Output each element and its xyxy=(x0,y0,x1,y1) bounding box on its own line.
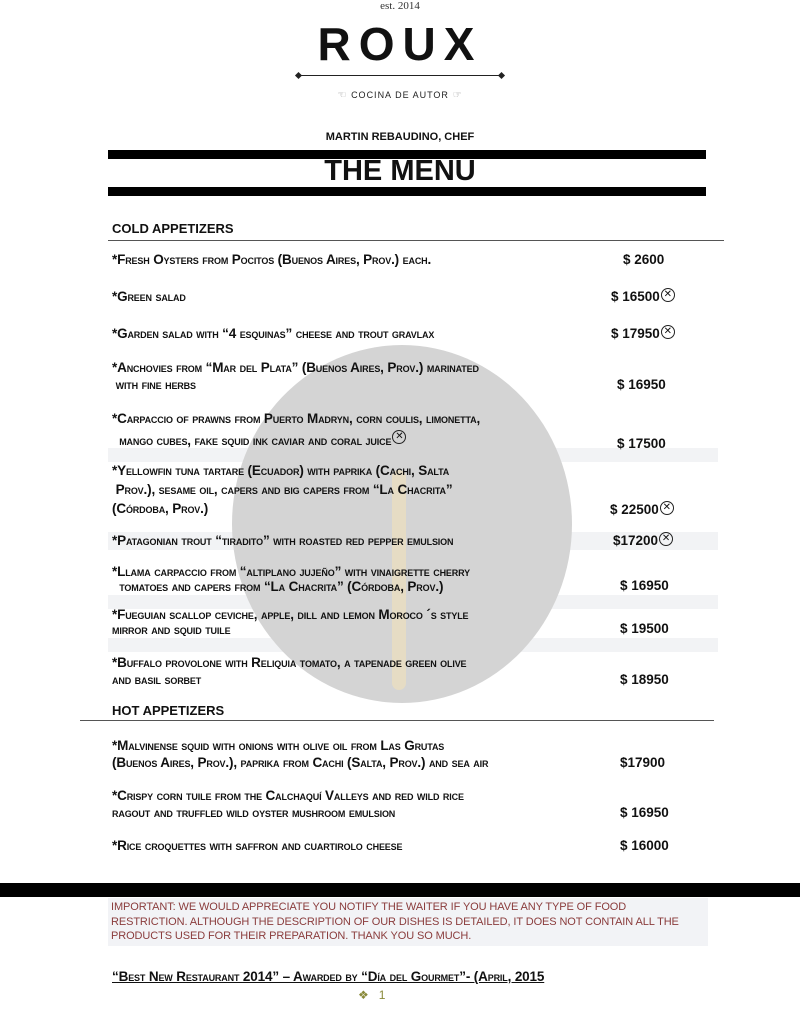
established-year: est. 2014 xyxy=(380,0,420,12)
crossed-cutlery-icon: ✕ xyxy=(661,325,675,339)
menu-item-price xyxy=(623,251,664,268)
menu-item-line xyxy=(112,579,612,594)
menu-item-description xyxy=(112,564,612,594)
menu-item-description xyxy=(112,532,605,549)
menu-item xyxy=(112,564,669,594)
menu-item-line xyxy=(112,607,612,622)
menu-item-price xyxy=(611,325,675,342)
menu-item xyxy=(112,251,665,268)
menu-item-description xyxy=(112,654,612,688)
menu-item-line xyxy=(112,325,603,342)
menu-item-line xyxy=(112,737,612,754)
menu-item-description xyxy=(112,288,603,305)
menu-item-description xyxy=(112,325,603,342)
menu-item-line-text: *Fresh Oysters from Pocitos (Buenos Aires, Prov.) each. xyxy=(112,252,432,267)
crossed-cutlery-icon: ✕ xyxy=(660,501,674,515)
price-text: $17200 xyxy=(613,533,659,548)
section-divider xyxy=(80,720,714,721)
menu-item-line-text: *Llama carpaccio from “altiplano jujeño” with vinaigrette cherry xyxy=(112,564,470,579)
menu-item-line-text: with fine herbs xyxy=(112,377,196,392)
section-title-cold: COLD APPETIZERS xyxy=(112,221,234,236)
menu-item-line-text: *Fueguian scallop ceviche, apple, dill and lemon Moroco ´s style xyxy=(112,607,469,622)
crossed-cutlery-icon: ✕ xyxy=(392,430,406,444)
price-text: $17900 xyxy=(620,755,666,770)
menu-item-line-text: mango cubes, fake squid ink caviar and coral juice xyxy=(112,433,392,448)
menu-item-price xyxy=(620,620,669,637)
menu-item xyxy=(112,737,666,771)
menu-item-line-text: *Green salad xyxy=(112,289,186,304)
menu-item-price xyxy=(620,754,665,771)
menu-item-line xyxy=(112,376,609,393)
menu-item xyxy=(112,532,671,549)
crossed-cutlery-icon: ✕ xyxy=(659,532,673,546)
award-line: “Best New Restaurant 2014” – Awarded by “Día del Gourmet”- (April, 2015 xyxy=(112,969,545,984)
menu-item-line-text: *Carpaccio of prawns from Puerto Madryn, corn coulis, limonetta, xyxy=(112,411,481,426)
menu-item-price xyxy=(617,435,666,452)
menu-item-line-text: *Buffalo provolone with Reliquia tomato, a tapenade green olive xyxy=(112,655,467,670)
menu-item-description xyxy=(112,837,612,854)
menu-item xyxy=(112,607,669,637)
menu-item-line xyxy=(112,288,603,305)
menu-item-line xyxy=(112,671,612,688)
menu-item-line xyxy=(112,654,612,671)
menu-item-description xyxy=(112,251,615,268)
menu-item xyxy=(112,325,672,342)
menu-item-price xyxy=(617,376,666,393)
price-text: $ 22500 xyxy=(610,502,659,517)
menu-item-line xyxy=(112,499,602,518)
price-text: $ 18950 xyxy=(620,672,669,687)
menu-item-line xyxy=(112,622,612,637)
menu-item-description xyxy=(112,607,612,637)
menu-item xyxy=(112,408,666,452)
menu-item-line-text: ragout and truffled wild oyster mushroom emulsion xyxy=(112,805,396,820)
tagline-text: COCINA DE AUTOR xyxy=(351,90,449,100)
menu-item-description xyxy=(112,359,609,393)
tagline xyxy=(0,89,800,102)
menu-item-price xyxy=(620,577,669,594)
menu-item-line-text: and basil sorbet xyxy=(112,672,202,687)
crossed-cutlery-icon: ✕ xyxy=(661,288,675,302)
pointing-hand-icon: ☞ xyxy=(448,90,463,101)
restaurant-logo: ROUX xyxy=(317,18,483,70)
menu-item-line xyxy=(112,754,612,771)
menu-item-line-text: *Yellowfin tuna tartare (Ecuador) with paprika (Cachi, Salta xyxy=(112,463,450,478)
menu-item xyxy=(112,461,671,518)
section-divider xyxy=(108,240,724,241)
menu-item-line-text: (Córdoba, Prov.) xyxy=(112,501,209,516)
menu-item xyxy=(112,837,669,854)
menu-item-description xyxy=(112,461,602,518)
menu-item xyxy=(112,654,669,688)
menu-item-line-text: (Buenos Aires, Prov.), paprika from Cachi (Salta, Prov.) and sea air xyxy=(112,755,489,770)
menu-item-line-text: *Rice croquettes with saffron and cuartirolo cheese xyxy=(112,838,403,853)
page-number xyxy=(358,988,385,1002)
menu-item-line xyxy=(112,787,612,804)
menu-item-description xyxy=(112,787,612,821)
bullet-icon: ❖ xyxy=(358,988,369,1002)
title-bar-bottom xyxy=(108,187,706,196)
menu-item-line-text: tomatoes and capers from “La Chacrita” (Córdoba, Prov.) xyxy=(112,579,444,594)
menu-item-price xyxy=(613,532,673,549)
price-text: $ 17500 xyxy=(617,436,666,451)
price-text: $ 16950 xyxy=(620,578,669,593)
allergy-notice: IMPORTANT: WE WOULD APPRECIATE YOU NOTIFY THE WAITER IF YOU HAVE ANY TYPE OF FOOD RESTRICTION. ALTHOUGH THE DESCRIPTION OF OUR DISHES IS DETAILED, IT DOES NOT CONTAIN ALL THE PRODUCTS USED FOR THEIR PREPARATION. THANK YOU SO MUCH. xyxy=(108,898,708,946)
menu-item-line-text: *Anchovies from “Mar del Plata” (Buenos Aires, Prov.) marinated xyxy=(112,360,479,375)
price-text: $ 17950 xyxy=(611,326,660,341)
menu-item-line-text: Prov.), sesame oil, capers and big capers from “La Chacrita” xyxy=(112,482,453,497)
menu-item-price xyxy=(620,837,669,854)
menu-item xyxy=(112,288,672,305)
logo-divider xyxy=(298,75,502,76)
section-title-hot: HOT APPETIZERS xyxy=(112,703,225,718)
menu-item-line-text: mirror and squid tuile xyxy=(112,622,231,637)
menu-item-line-text: *Garden salad with “4 esquinas” cheese and trout gravlax xyxy=(112,326,435,341)
price-text: $ 19500 xyxy=(620,621,669,636)
menu-item-price xyxy=(610,501,674,518)
chef-name: MARTIN REBAUDINO, CHEF xyxy=(325,131,475,143)
menu-item-description xyxy=(112,737,612,771)
menu-item-line xyxy=(112,408,609,430)
price-text: $ 16950 xyxy=(617,377,666,392)
menu-item-price xyxy=(620,671,669,688)
footer-bar xyxy=(0,883,800,897)
menu-item-line xyxy=(112,461,602,480)
menu-item-price xyxy=(611,288,675,305)
menu-item-line xyxy=(112,480,602,499)
menu-item xyxy=(112,787,669,821)
menu-item-line xyxy=(112,837,612,854)
menu-item-line xyxy=(112,251,615,268)
price-text: $ 16500 xyxy=(611,289,660,304)
menu-item-description xyxy=(112,408,609,452)
price-text: $ 2600 xyxy=(623,252,665,267)
price-text: $ 16950 xyxy=(620,805,669,820)
menu-item-line xyxy=(112,430,609,452)
pointing-hand-icon: ☜ xyxy=(337,90,352,101)
price-text: $ 16000 xyxy=(620,838,669,853)
menu-item-line xyxy=(112,564,612,579)
menu-item-line xyxy=(112,359,609,376)
menu-item-line-text: *Malvinense squid with onions with olive oil from Las Grutas xyxy=(112,738,445,753)
page-number-text: 1 xyxy=(378,988,386,1002)
menu-item xyxy=(112,359,666,393)
menu-item-line-text: *Patagonian trout “tiradito” with roasted red pepper emulsion xyxy=(112,533,454,548)
page-title: THE MENU xyxy=(324,155,476,187)
menu-item-line xyxy=(112,804,612,821)
menu-item-line-text: *Crispy corn tuile from the Calchaquí Valleys and red wild rice xyxy=(112,788,464,803)
menu-item-line xyxy=(112,532,605,549)
menu-item-price xyxy=(620,804,669,821)
